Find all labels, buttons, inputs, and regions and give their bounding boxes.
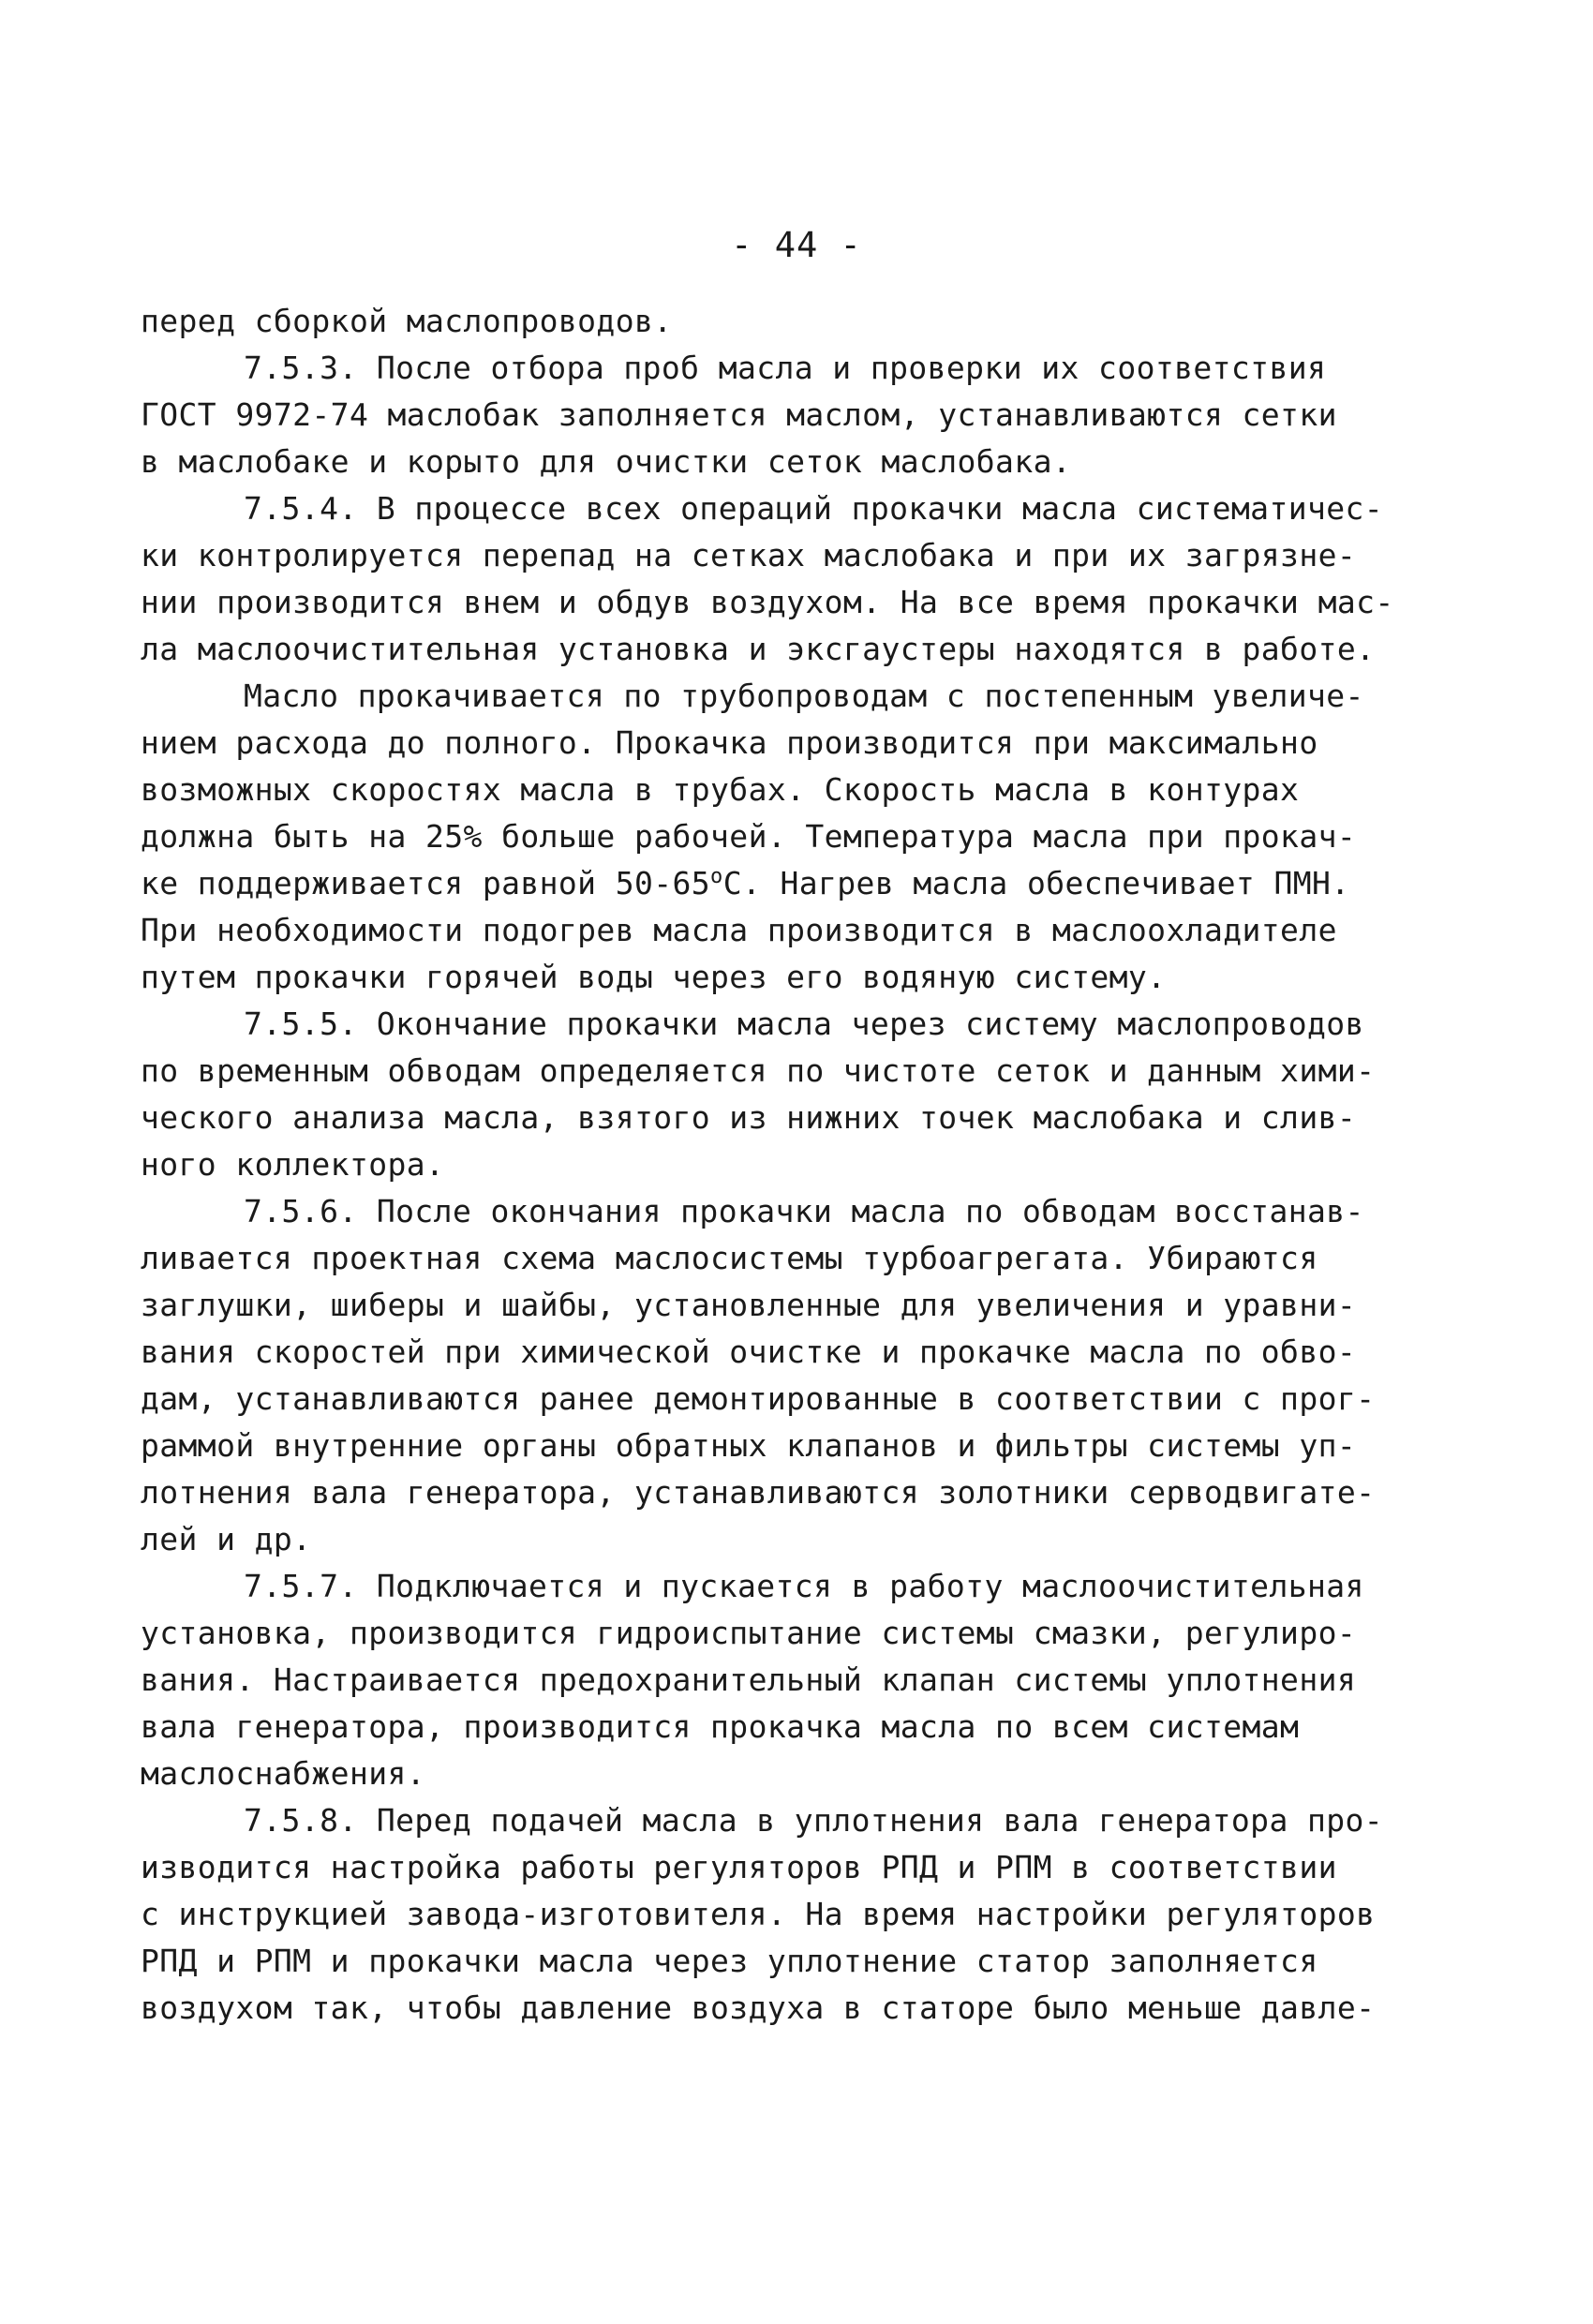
line-text: с инструкцией завода-изготовителя. На время настройки регуляторов xyxy=(141,1896,1376,1932)
line-text: изводится настройка работы регуляторов РПД и РПМ в соответствии xyxy=(141,1849,1337,1885)
line-text: ческого анализа масла, взятого из нижних точек маслобака и слив- xyxy=(141,1099,1357,1136)
paragraph-start-line xyxy=(141,345,1471,392)
text-line xyxy=(141,1985,1471,2032)
line-text: лей и др. xyxy=(141,1521,312,1557)
text-line xyxy=(141,1282,1471,1329)
line-text: 7.5.3. После отбора проб масла и проверки их соответствия xyxy=(244,350,1327,386)
line-text: возможных скоростях масла в трубах. Скорость масла в контурах xyxy=(141,771,1300,808)
text-line xyxy=(141,1610,1471,1657)
text-line xyxy=(141,954,1471,1001)
paragraph-start-line xyxy=(141,673,1471,720)
line-text: ного коллектора. xyxy=(141,1146,445,1183)
text-line xyxy=(141,1095,1471,1141)
line-text: ливается проектная схема маслосистемы турбоагрегата. Убираются xyxy=(141,1240,1318,1276)
text-line xyxy=(141,1657,1471,1704)
line-text: путем прокачки горячей воды через его водяную систему. xyxy=(141,959,1167,995)
line-text: нием расхода до полного. Прокачка производится при максимально xyxy=(141,724,1318,761)
line-text: установка, производится гидроиспытание системы смазки, регулиро- xyxy=(141,1615,1357,1651)
line-text: вания скоростей при химической очистке и прокачке масла по обво- xyxy=(141,1333,1357,1370)
line-text: ки контролируется перепад на сетках маслобака и при их загрязне- xyxy=(141,537,1357,574)
paragraph-start-line xyxy=(141,1001,1471,1048)
degree-superscript: о xyxy=(710,865,723,888)
paragraph-start-line xyxy=(141,485,1471,532)
text-line xyxy=(141,1469,1471,1516)
line-text: 7.5.8. Перед подачей масла в уплотнения вала генератора про- xyxy=(244,1802,1384,1839)
line-text: в маслобаке и корыто для очистки сеток маслобака. xyxy=(141,443,1072,480)
line-text: воздухом так, чтобы давление воздуха в статоре было меньше давле- xyxy=(141,1989,1376,2026)
text-line xyxy=(141,767,1471,813)
text-line xyxy=(141,298,1471,345)
text-line xyxy=(141,1048,1471,1095)
line-text: РПД и РПМ и прокачки масла через уплотнение статор заполняется xyxy=(141,1943,1318,1979)
line-text-tail: С. Нагрев масла обеспечивает ПМН. xyxy=(722,865,1350,901)
text-line xyxy=(141,720,1471,767)
line-text: 7.5.7. Подключается и пускается в работу маслоочистительная xyxy=(244,1568,1364,1604)
line-text: дам, устанавливаются ранее демонтированные в соответствии с прог- xyxy=(141,1380,1376,1417)
paragraph-start-line xyxy=(141,1563,1471,1610)
text-line xyxy=(141,813,1471,860)
text-line xyxy=(141,1891,1471,1938)
line-text: ке поддерживается равной 50-65 xyxy=(141,865,711,901)
line-text: вала генератора, производится прокачка масла по всем системам xyxy=(141,1708,1300,1745)
line-text: должна быть на 25% больше рабочей. Температура масла при прокач- xyxy=(141,818,1357,855)
line-text: 7.5.6. После окончания прокачки масла по обводам восстанав- xyxy=(244,1193,1364,1229)
line-text: ла маслоочистительная установка и эксгаустеры находятся в работе. xyxy=(141,631,1376,667)
text-line xyxy=(141,532,1471,579)
line-text: маслоснабжения. xyxy=(141,1755,426,1792)
text-line xyxy=(141,1844,1471,1891)
text-line xyxy=(141,860,1471,907)
text-line xyxy=(141,626,1471,673)
text-line xyxy=(141,1704,1471,1750)
line-text: 7.5.5. Окончание прокачки масла через систему маслопроводов xyxy=(244,1006,1364,1042)
line-text: по временным обводам определяется по чистоте сеток и данным хими- xyxy=(141,1052,1376,1089)
line-text: перед сборкой маслопроводов. xyxy=(141,303,673,339)
text-line xyxy=(141,1423,1471,1469)
page-number: - 44 - xyxy=(731,225,862,265)
line-text: При необходимости подогрев масла производится в маслоохладителе xyxy=(141,912,1337,948)
paragraph-start-line xyxy=(141,1188,1471,1235)
text-line xyxy=(141,1235,1471,1282)
text-line xyxy=(141,1938,1471,1985)
text-line xyxy=(141,907,1471,954)
text-line xyxy=(141,579,1471,626)
text-line xyxy=(141,1376,1471,1423)
line-text: заглушки, шиберы и шайбы, установленные для увеличения и уравни- xyxy=(141,1287,1357,1323)
body-text xyxy=(141,298,1471,2032)
line-text: вания. Настраивается предохранительный клапан системы уплотнения xyxy=(141,1661,1357,1698)
line-text: раммой внутренние органы обратных клапанов и фильтры системы уп- xyxy=(141,1427,1357,1464)
line-text: нии производится внем и обдув воздухом. На все время прокачки мас- xyxy=(141,584,1394,620)
line-text: Масло прокачивается по трубопроводам с постепенным увеличе- xyxy=(244,678,1364,714)
text-line xyxy=(141,1750,1471,1797)
line-text: 7.5.4. В процессе всех операций прокачки масла систематичес- xyxy=(244,490,1384,527)
text-line xyxy=(141,1516,1471,1563)
line-text: ГОСТ 9972-74 маслобак заполняется маслом, устанавливаются сетки xyxy=(141,396,1337,433)
text-line xyxy=(141,392,1471,439)
text-line xyxy=(141,1329,1471,1376)
text-line xyxy=(141,439,1471,485)
paragraph-start-line xyxy=(141,1797,1471,1844)
text-line xyxy=(141,1141,1471,1188)
line-text: лотнения вала генератора, устанавливаются золотники серводвигате- xyxy=(141,1474,1376,1511)
